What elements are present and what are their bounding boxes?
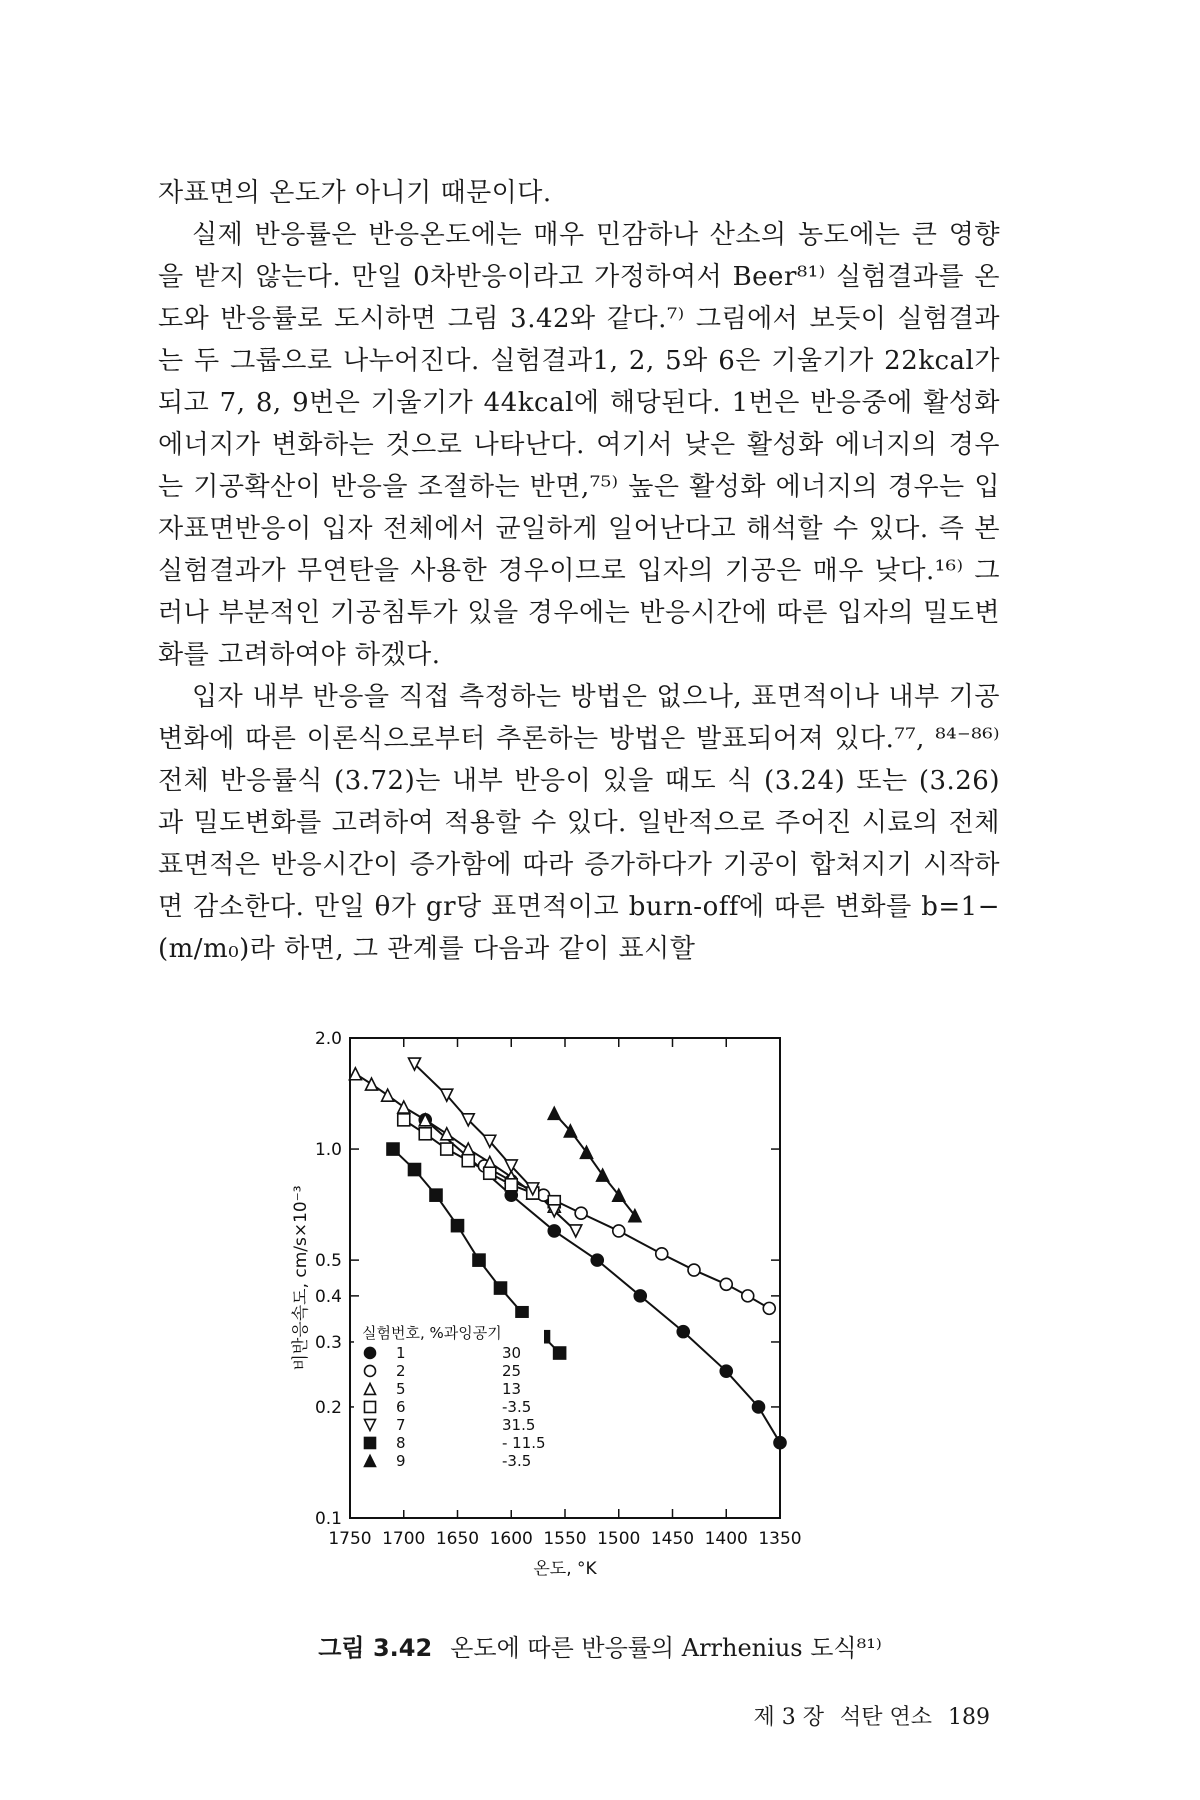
data-point-run-1 <box>774 1437 786 1449</box>
x-tick-label: 1500 <box>597 1529 641 1549</box>
data-point-run-8 <box>430 1189 442 1201</box>
data-point-run-6 <box>505 1179 517 1191</box>
legend-marker-run-1 <box>365 1347 376 1358</box>
body-text <box>158 172 1000 970</box>
legend-run-label: 1 <box>396 1343 406 1362</box>
data-point-run-6 <box>462 1155 474 1167</box>
data-point-run-8 <box>387 1143 399 1155</box>
data-point-run-6 <box>398 1114 410 1126</box>
data-point-run-9 <box>548 1107 560 1119</box>
y-tick-label: 0.2 <box>314 1397 342 1418</box>
legend-excess-air-label: 31.5 <box>502 1415 536 1434</box>
legend-run-label: 7 <box>396 1415 406 1434</box>
legend-excess-air-label: -3.5 <box>502 1397 532 1416</box>
data-point-run-2 <box>763 1302 775 1314</box>
x-tick-label: 1700 <box>382 1529 426 1549</box>
x-tick-label: 1600 <box>489 1529 533 1549</box>
legend-excess-air-label: -3.5 <box>502 1451 532 1470</box>
data-point-run-2 <box>656 1248 668 1260</box>
legend-run-label: 6 <box>396 1397 406 1416</box>
figure-3-42 <box>290 1008 890 1608</box>
data-point-run-5 <box>382 1089 394 1101</box>
legend-excess-air-label: 25 <box>502 1361 522 1380</box>
y-tick-label: 0.1 <box>314 1509 342 1529</box>
data-point-run-1 <box>720 1365 732 1377</box>
legend-marker-run-8 <box>365 1437 376 1448</box>
legend-excess-air-label: 13 <box>502 1379 522 1398</box>
data-point-run-7 <box>570 1225 582 1237</box>
data-point-run-8 <box>452 1220 464 1232</box>
paragraph-3: 입자 내부 반응을 직접 측정하는 방법은 없으나, 표면적이나 내부 기공변화에 따른 이론식으로부터 추론하는 방법은 발표되어져 있다.⁷⁷, ⁸⁴⁻⁸⁶⁾ 전체 반응률식 (3.72)는 내부 반응이 있을 때도 식 (3.24) 또는 (3.26)과 밀도변화를 고려하여 적용할 수 있다. 일반적으로 주어진 시료의 전체 표면적은 반응시간이 증가함에 따라 증가하다가 기공이 합쳐지기 시작하면 감소한다. 만일 θ가 gr당 표면적이고 burn-off에 따른 변화를 b=1−(m/m₀)라 하면, 그 관계를 다음과 같이 표시할 <box>158 682 1000 964</box>
figure-caption-text: 온도에 따른 반응률의 Arrhenius 도식⁸¹⁾ <box>450 1634 882 1662</box>
data-point-run-6 <box>484 1167 496 1179</box>
legend-excess-air-label: - 11.5 <box>502 1433 546 1452</box>
data-point-run-2 <box>575 1207 587 1219</box>
x-tick-label: 1400 <box>704 1529 748 1549</box>
data-point-run-2 <box>742 1290 754 1302</box>
y-tick-label: 1.0 <box>314 1140 342 1161</box>
paragraph-1: 자표면의 온도가 아니기 때문이다. <box>158 178 552 208</box>
x-tick-label: 1550 <box>543 1529 587 1549</box>
x-tick-label: 1350 <box>758 1529 802 1549</box>
y-axis-label: 비반응속도, cm/s×10⁻³ <box>291 1185 311 1371</box>
footer-chapter: 제 3 장 <box>753 1705 824 1730</box>
data-point-run-1 <box>634 1290 646 1302</box>
y-tick-label: 0.5 <box>314 1251 342 1272</box>
data-point-run-5 <box>349 1068 361 1080</box>
data-point-run-2 <box>613 1225 625 1237</box>
legend-run-label: 9 <box>396 1451 406 1470</box>
data-point-run-2 <box>688 1264 700 1276</box>
legend-marker-run-2 <box>365 1365 376 1376</box>
y-tick-label: 0.4 <box>314 1286 342 1307</box>
data-point-run-1 <box>677 1326 689 1338</box>
legend-title: 실험번호, %과잉공기 <box>362 1323 502 1342</box>
data-point-run-2 <box>720 1278 732 1290</box>
figure-caption <box>0 1628 1200 1663</box>
data-point-run-1 <box>548 1225 560 1237</box>
page-number: 189 <box>948 1705 990 1730</box>
figure-number: 그림 3.42 <box>318 1634 433 1662</box>
legend-excess-air-label: 30 <box>502 1343 522 1362</box>
data-point-run-1 <box>753 1401 765 1413</box>
x-axis-label: 온도, °K <box>533 1559 597 1579</box>
data-point-run-8 <box>473 1254 485 1266</box>
page-footer <box>737 1700 990 1731</box>
data-point-run-6 <box>441 1143 453 1155</box>
data-point-run-1 <box>591 1254 603 1266</box>
y-tick-label: 0.3 <box>314 1332 342 1353</box>
paragraph-2: 실제 반응률은 반응온도에는 매우 민감하나 산소의 농도에는 큰 영향을 받지 않는다. 만일 0차반응이라고 가정하여서 Beer⁸¹⁾ 실험결과를 온도와 반응률로 도시하면 그림 3.42와 같다.⁷⁾ 그림에서 보듯이 실험결과는 두 그룹으로 나누어진다. 실험결과1, 2, 5와 6은 기울기가 22kcal가 되고 7, 8, 9번은 기울기가 44kcal에 해당된다. 1번은 반응중에 활성화 에너지가 변화하는 것으로 나타난다. 여기서 낮은 활성화 에너지의 경우는 기공확산이 반응을 조절하는 반면,⁷⁵⁾ 높은 활성화 에너지의 경우는 입자표면반응이 입자 전체에서 균일하게 일어난다고 해석할 수 있다. 즉 본 실험결과가 무연탄을 사용한 경우이므로 입자의 기공은 매우 낮다.¹⁶⁾ 그러나 부분적인 기공침투가 있을 경우에는 반응시간에 따른 입자의 밀도변화를 고려하여야 하겠다. <box>158 220 1000 670</box>
y-tick-label: 2.0 <box>314 1029 342 1049</box>
legend-run-label: 8 <box>396 1433 406 1452</box>
x-tick-label: 1650 <box>435 1529 480 1549</box>
legend-run-label: 2 <box>396 1361 406 1380</box>
data-point-run-8 <box>516 1307 528 1319</box>
data-point-run-6 <box>419 1128 431 1140</box>
legend-run-label: 5 <box>396 1379 406 1398</box>
footer-title: 석탄 연소 <box>839 1705 932 1730</box>
x-tick-label: 1450 <box>650 1529 695 1549</box>
arrhenius-chart <box>290 1008 890 1608</box>
data-point-run-9 <box>597 1169 609 1181</box>
data-point-run-8 <box>554 1347 566 1359</box>
data-point-run-5 <box>366 1078 378 1090</box>
data-point-run-8 <box>495 1282 507 1294</box>
data-point-run-8 <box>409 1164 421 1176</box>
legend-marker-run-6 <box>365 1401 376 1412</box>
x-tick-label: 1750 <box>328 1529 372 1549</box>
